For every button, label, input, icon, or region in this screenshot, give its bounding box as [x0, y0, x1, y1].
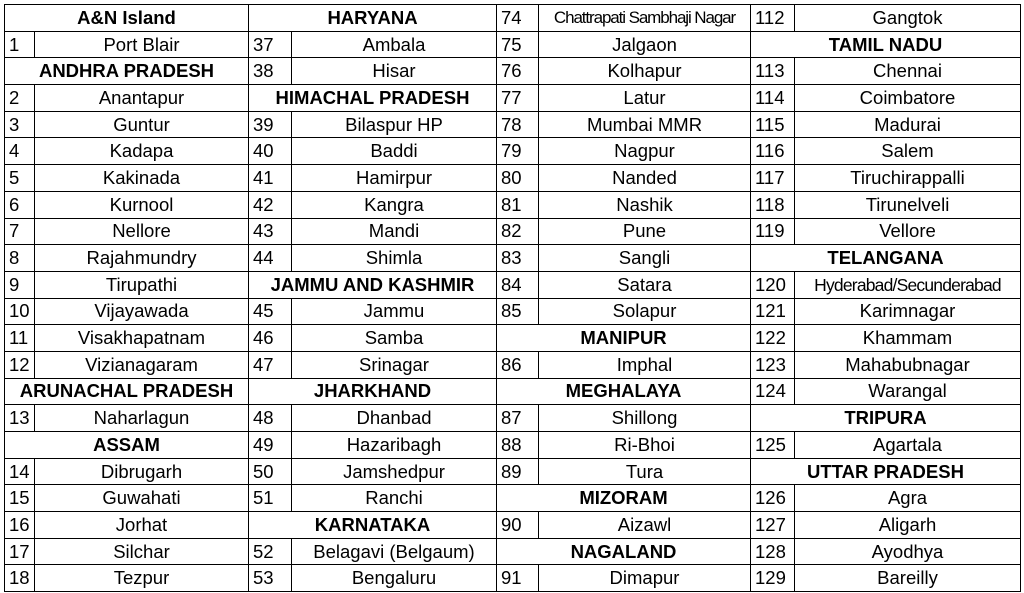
state-heading: HIMACHAL PRADESH [249, 85, 497, 112]
serial-number: 52 [249, 538, 292, 565]
serial-number: 129 [751, 565, 795, 592]
city-name: Nellore [35, 218, 249, 245]
city-name: Agra [795, 485, 1021, 512]
serial-number: 86 [497, 351, 539, 378]
serial-number: 79 [497, 138, 539, 165]
state-heading: HARYANA [249, 5, 497, 32]
serial-number: 6 [5, 191, 35, 218]
city-name: Vellore [795, 218, 1021, 245]
city-name: Dibrugarh [35, 458, 249, 485]
table-row [5, 565, 1021, 592]
city-name: Visakhapatnam [35, 325, 249, 352]
serial-number: 18 [5, 565, 35, 592]
city-name: Mumbai MMR [539, 111, 751, 138]
serial-number: 91 [497, 565, 539, 592]
city-name: Satara [539, 271, 751, 298]
state-heading: ANDHRA PRADESH [5, 58, 249, 85]
city-name: Solapur [539, 298, 751, 325]
table-row [5, 298, 1021, 325]
city-name: Bareilly [795, 565, 1021, 592]
state-heading: NAGALAND [497, 538, 751, 565]
serial-number: 42 [249, 191, 292, 218]
table-row [5, 31, 1021, 58]
serial-number: 82 [497, 218, 539, 245]
state-heading: MANIPUR [497, 325, 751, 352]
table-row [5, 245, 1021, 272]
serial-number: 75 [497, 31, 539, 58]
city-name: Aligarh [795, 512, 1021, 539]
city-name: Sangli [539, 245, 751, 272]
serial-number: 77 [497, 85, 539, 112]
city-name: Kakinada [35, 165, 249, 192]
serial-number: 89 [497, 458, 539, 485]
serial-number: 53 [249, 565, 292, 592]
serial-number: 17 [5, 538, 35, 565]
serial-number: 9 [5, 271, 35, 298]
serial-number: 126 [751, 485, 795, 512]
city-name: Guntur [35, 111, 249, 138]
serial-number: 88 [497, 432, 539, 459]
city-name: Aizawl [539, 512, 751, 539]
state-heading: TRIPURA [751, 405, 1021, 432]
city-name: Mahabubnagar [795, 351, 1021, 378]
city-name: Hyderabad/Secunderabad [795, 271, 1021, 298]
table-row [5, 538, 1021, 565]
serial-number: 128 [751, 538, 795, 565]
city-name: Pune [539, 218, 751, 245]
serial-number: 48 [249, 405, 292, 432]
city-name: Imphal [539, 351, 751, 378]
state-heading: JAMMU AND KASHMIR [249, 271, 497, 298]
city-name: Dhanbad [292, 405, 497, 432]
city-name: Anantapur [35, 85, 249, 112]
serial-number: 112 [751, 5, 795, 32]
serial-number: 16 [5, 512, 35, 539]
city-name: Vizianagaram [35, 351, 249, 378]
city-name: Kadapa [35, 138, 249, 165]
city-name: Nagpur [539, 138, 751, 165]
city-name: Jamshedpur [292, 458, 497, 485]
city-name: Hazaribagh [292, 432, 497, 459]
city-name: Ranchi [292, 485, 497, 512]
city-name: Agartala [795, 432, 1021, 459]
table-row [5, 405, 1021, 432]
city-name: Coimbatore [795, 85, 1021, 112]
serial-number: 8 [5, 245, 35, 272]
city-name: Tirunelveli [795, 191, 1021, 218]
city-name: Jalgaon [539, 31, 751, 58]
serial-number: 11 [5, 325, 35, 352]
serial-number: 39 [249, 111, 292, 138]
serial-number: 10 [5, 298, 35, 325]
table-row [5, 512, 1021, 539]
state-heading: ARUNACHAL PRADESH [5, 378, 249, 405]
table-row [5, 485, 1021, 512]
city-name: Baddi [292, 138, 497, 165]
serial-number: 83 [497, 245, 539, 272]
city-name: Kurnool [35, 191, 249, 218]
table-row [5, 378, 1021, 405]
city-name: Bilaspur HP [292, 111, 497, 138]
city-name: Nanded [539, 165, 751, 192]
serial-number: 78 [497, 111, 539, 138]
city-name: Hamirpur [292, 165, 497, 192]
table-row [5, 271, 1021, 298]
serial-number: 44 [249, 245, 292, 272]
state-heading: A&N Island [5, 5, 249, 32]
serial-number: 119 [751, 218, 795, 245]
state-heading: MEGHALAYA [497, 378, 751, 405]
city-table [4, 4, 1021, 592]
serial-number: 1 [5, 31, 35, 58]
city-name: Khammam [795, 325, 1021, 352]
serial-number: 116 [751, 138, 795, 165]
table-row [5, 325, 1021, 352]
serial-number: 43 [249, 218, 292, 245]
table-row [5, 432, 1021, 459]
table-row [5, 351, 1021, 378]
city-name: Gangtok [795, 5, 1021, 32]
serial-number: 37 [249, 31, 292, 58]
city-name: Dimapur [539, 565, 751, 592]
state-heading: MIZORAM [497, 485, 751, 512]
serial-number: 85 [497, 298, 539, 325]
serial-number: 49 [249, 432, 292, 459]
serial-number: 80 [497, 165, 539, 192]
serial-number: 47 [249, 351, 292, 378]
city-name: Mandi [292, 218, 497, 245]
city-name: Kolhapur [539, 58, 751, 85]
city-name: Madurai [795, 111, 1021, 138]
serial-number: 50 [249, 458, 292, 485]
state-heading: ASSAM [5, 432, 249, 459]
city-name: Jorhat [35, 512, 249, 539]
serial-number: 76 [497, 58, 539, 85]
serial-number: 90 [497, 512, 539, 539]
table-row [5, 85, 1021, 112]
serial-number: 7 [5, 218, 35, 245]
city-name: Ri-Bhoi [539, 432, 751, 459]
city-name: Hisar [292, 58, 497, 85]
serial-number: 120 [751, 271, 795, 298]
city-name: Vijayawada [35, 298, 249, 325]
serial-number: 5 [5, 165, 35, 192]
city-name: Nashik [539, 191, 751, 218]
serial-number: 13 [5, 405, 35, 432]
city-name: Tezpur [35, 565, 249, 592]
serial-number: 15 [5, 485, 35, 512]
serial-number: 124 [751, 378, 795, 405]
city-name: Shimla [292, 245, 497, 272]
serial-number: 51 [249, 485, 292, 512]
city-name: Rajahmundry [35, 245, 249, 272]
table-row [5, 5, 1021, 32]
state-heading: KARNATAKA [249, 512, 497, 539]
city-name: Shillong [539, 405, 751, 432]
serial-number: 87 [497, 405, 539, 432]
table-row [5, 191, 1021, 218]
city-name: Chennai [795, 58, 1021, 85]
city-name: Jammu [292, 298, 497, 325]
table-row [5, 58, 1021, 85]
city-name: Naharlagun [35, 405, 249, 432]
serial-number: 122 [751, 325, 795, 352]
serial-number: 81 [497, 191, 539, 218]
city-name: Tiruchirappalli [795, 165, 1021, 192]
city-name: Tura [539, 458, 751, 485]
serial-number: 117 [751, 165, 795, 192]
city-name: Port Blair [35, 31, 249, 58]
city-name: Samba [292, 325, 497, 352]
table-row [5, 458, 1021, 485]
serial-number: 2 [5, 85, 35, 112]
serial-number: 121 [751, 298, 795, 325]
city-name: Kangra [292, 191, 497, 218]
serial-number: 3 [5, 111, 35, 138]
serial-number: 118 [751, 191, 795, 218]
serial-number: 45 [249, 298, 292, 325]
serial-number: 40 [249, 138, 292, 165]
city-name: Belagavi (Belgaum) [292, 538, 497, 565]
state-heading: TELANGANA [751, 245, 1021, 272]
table-row [5, 111, 1021, 138]
city-name: Silchar [35, 538, 249, 565]
serial-number: 125 [751, 432, 795, 459]
serial-number: 115 [751, 111, 795, 138]
serial-number: 12 [5, 351, 35, 378]
serial-number: 14 [5, 458, 35, 485]
city-table-body [5, 5, 1021, 592]
table-row [5, 165, 1021, 192]
city-name: Srinagar [292, 351, 497, 378]
serial-number: 38 [249, 58, 292, 85]
city-name: Ambala [292, 31, 497, 58]
serial-number: 4 [5, 138, 35, 165]
table-row [5, 218, 1021, 245]
city-name: Bengaluru [292, 565, 497, 592]
city-name: Chattrapati Sambhaji Nagar [539, 5, 751, 32]
serial-number: 84 [497, 271, 539, 298]
serial-number: 113 [751, 58, 795, 85]
city-name: Ayodhya [795, 538, 1021, 565]
city-name: Warangal [795, 378, 1021, 405]
state-heading: JHARKHAND [249, 378, 497, 405]
city-list-sheet [4, 4, 1020, 593]
city-name: Latur [539, 85, 751, 112]
city-name: Tirupathi [35, 271, 249, 298]
city-name: Salem [795, 138, 1021, 165]
serial-number: 41 [249, 165, 292, 192]
serial-number: 46 [249, 325, 292, 352]
state-heading: TAMIL NADU [751, 31, 1021, 58]
serial-number: 123 [751, 351, 795, 378]
serial-number: 127 [751, 512, 795, 539]
serial-number: 74 [497, 5, 539, 32]
table-row [5, 138, 1021, 165]
city-name: Karimnagar [795, 298, 1021, 325]
city-name: Guwahati [35, 485, 249, 512]
serial-number: 114 [751, 85, 795, 112]
state-heading: UTTAR PRADESH [751, 458, 1021, 485]
